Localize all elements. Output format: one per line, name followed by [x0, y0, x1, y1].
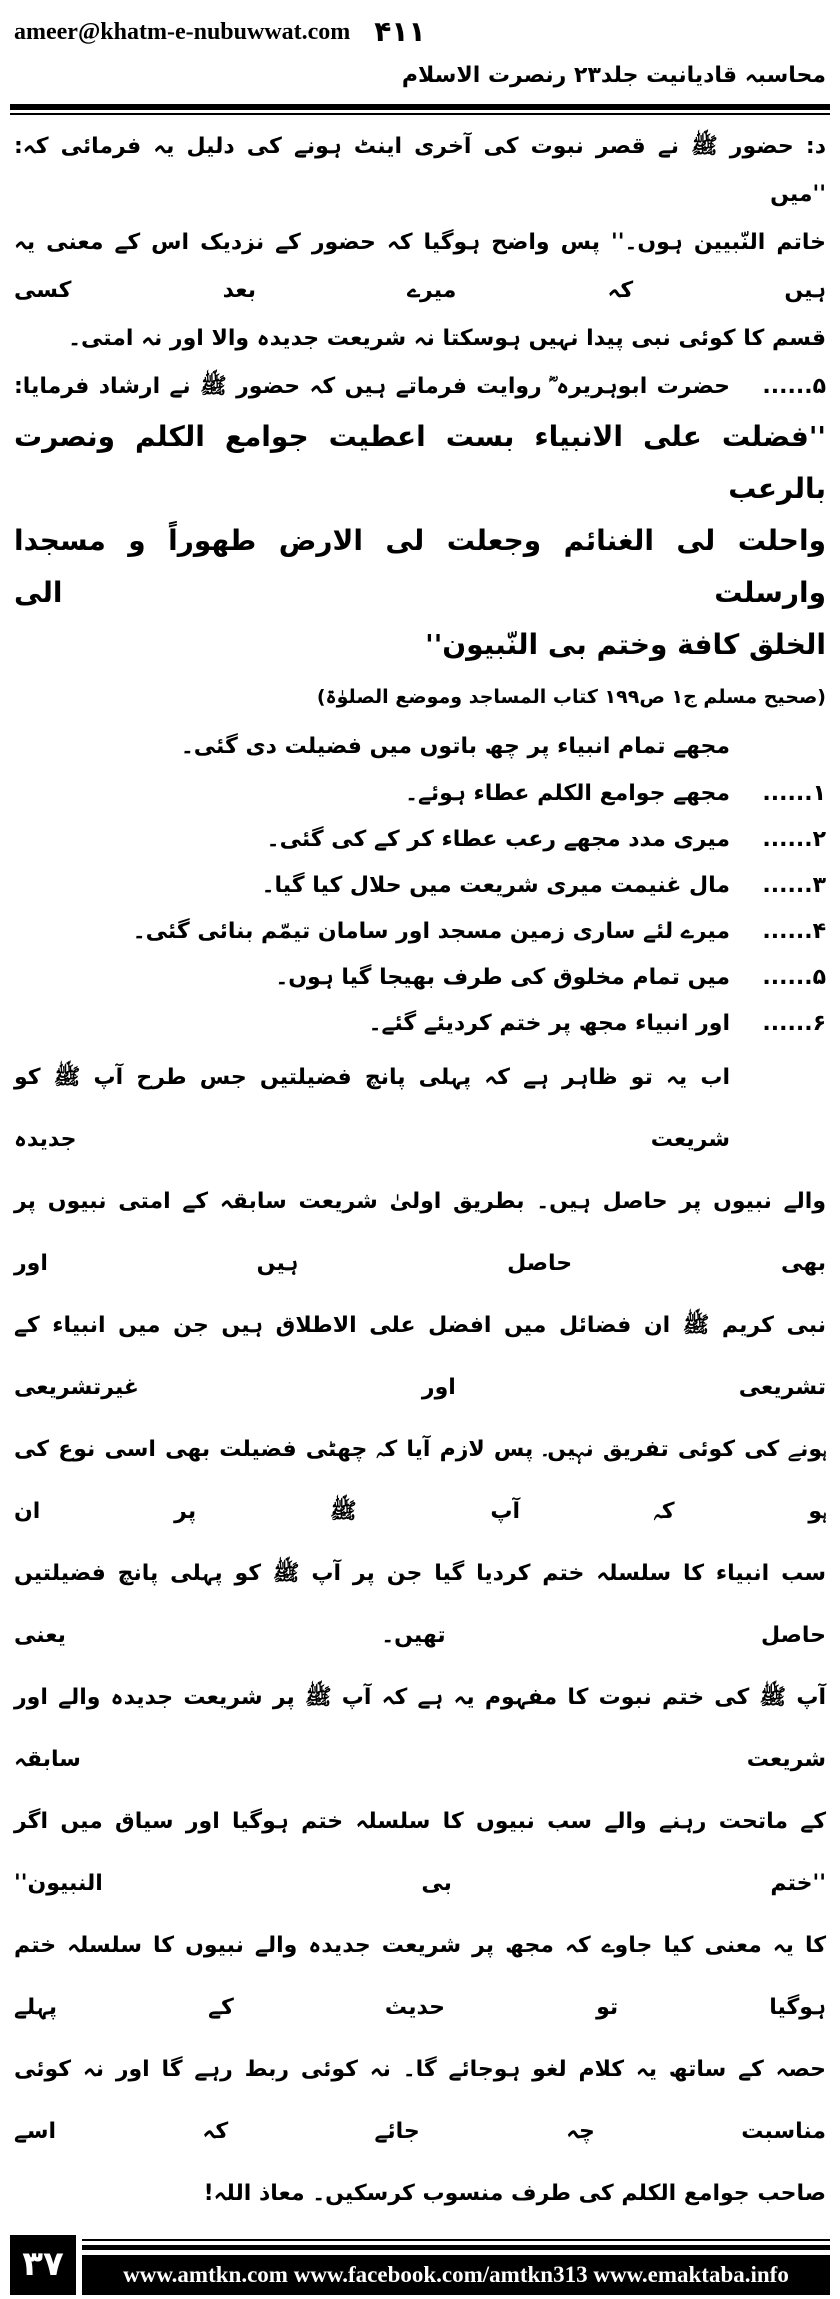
- paragraph-line: والے نبیوں پر حاصل ہیں۔ بطریق اولیٰ شریعت سابقہ کے امتی نبیوں پر بھی حاصل ہیں اور: [14, 1189, 826, 1276]
- intro-line: خاتم النّبیین ہوں۔'' پس واضح ہوگیا کہ حضور کے نزدیک اس کے معنی یہ ہیں کہ میرے بعد کسی: [14, 230, 826, 303]
- list-row: [14, 1001, 826, 1047]
- page-body: [10, 115, 830, 2235]
- list-row: [14, 771, 826, 817]
- list-row: [14, 863, 826, 909]
- virtues-list: [14, 771, 826, 1047]
- footer-rule-thick: [82, 2245, 830, 2250]
- list-item: میں تمام مخلوق کی طرف بھیجا گیا ہوں۔: [275, 965, 730, 990]
- list-item-number: ۴......: [762, 919, 826, 944]
- list-item-number: ۱......: [762, 781, 826, 806]
- list-item: مال غنیمت میری شریعت میں حلال کیا گیا۔: [261, 873, 730, 898]
- header-book-title: محاسبہ قادیانیت جلد۲۳ رنصرت الاسلام: [401, 63, 826, 88]
- list-row: [14, 955, 826, 1001]
- paragraph-line: کے ماتحت رہنے والے سب نبیوں کا سلسلہ ختم ہوگیا اور سیاق میں اگر ''ختم بی النبیون'': [14, 1809, 826, 1896]
- footer-links: www.amtkn.com www.facebook.com/amtkn313 www.emaktaba.info: [82, 2255, 830, 2295]
- list-item: میری مدد مجھے رعب عطاء کر کے کی گئی۔: [266, 827, 730, 852]
- list-row: [14, 817, 826, 863]
- list-item-number: ۳......: [762, 873, 826, 898]
- list-item-number: ۵......: [762, 965, 826, 990]
- header-page-number: ۴۱۱: [374, 15, 426, 48]
- page-footer: [10, 2235, 830, 2295]
- point-text: حضرت ابوہریرہ ؓ روایت فرماتے ہیں کہ حضور ﷺ نے ارشاد فرمایا:: [14, 374, 730, 399]
- header-email: ameer@khatm-e-nubuwwat.com: [14, 19, 351, 45]
- footer-page-number: ۳۷: [10, 2235, 76, 2295]
- paragraph-line: اب یہ تو ظاہر ہے کہ پہلی پانچ فضیلتیں جس طرح آپ ﷺ کو شریعت جدیدہ: [14, 1065, 730, 1152]
- point-number: ۵......: [762, 374, 826, 399]
- hadith-line: واحلت لی الغنائم وجعلت لی الارض طهوراً و مسجدا وارسلت الی: [14, 524, 826, 609]
- header-row: [10, 12, 830, 96]
- paragraph-line: آپ ﷺ کی ختم نبوت کا مفہوم یہ ہے کہ آپ ﷺ پر شریعت جدیدہ والے اور شریعت سابقہ: [14, 1685, 826, 1772]
- list-item: اور انبیاء مجھ پر ختم کردیئے گئے۔: [368, 1011, 730, 1036]
- header-rule-thick: [10, 104, 830, 110]
- paragraph-line: سب انبیاء کا سلسلہ ختم کردیا گیا جن پر آپ ﷺ کو پہلی پانچ فضیلتیں حاصل تھیں۔ یعنی: [14, 1561, 826, 1648]
- hadith-citation-row: [14, 619, 826, 723]
- hadith-line: الخلق کافة وختم بی النّبیون'': [425, 628, 826, 661]
- hadith-citation: (صحیح مسلم ج۱ ص۱۹۹ کتاب المساجد وموضع الصلوٰۃ): [316, 686, 826, 708]
- list-row: [14, 909, 826, 955]
- intro-line: د: حضور ﷺ نے قصر نبوت کی آخری اینٹ ہونے کی دلیل یہ فرمائی کہ: ''میں: [14, 134, 826, 207]
- page-header: [10, 12, 830, 115]
- commentary-paragraph: [14, 1047, 826, 2225]
- hadith-line: ''فضلت علی الانبیاء بست اعطیت جوامع الکلم ونصرت بالرعب: [14, 420, 826, 505]
- point-5: [14, 363, 826, 411]
- list-item: مجھے جوامع الکلم عطاء ہوئے۔: [405, 781, 730, 806]
- intro-line: قسم کا کوئی نبی پیدا نہیں ہوسکتا نہ شریعت جدیدہ والا اور نہ امتی۔: [68, 326, 826, 351]
- list-item: میرے لئے ساری زمین مسجد اور سامان تیمّم بنائی گئی۔: [132, 919, 730, 944]
- paragraph-line: نبی کریم ﷺ ان فضائل میں افضل علی الاطلاق ہیں جن میں انبیاء کے تشریعی اور غیرتشریعی: [14, 1313, 826, 1400]
- paragraph-line: کا یہ معنی کیا جاوے کہ مجھ پر شریعت جدیدہ والے نبیوں کا سلسلہ ختم ہوگیا تو حدیث کے پہلے: [14, 1933, 826, 2020]
- list-item-number: ۶......: [762, 1011, 826, 1036]
- paragraph-line: ہونے کی کوئی تفریق نہیں۔ پس لازم آیا کہ چھٹی فضیلت بھی اسی نوع کی ہو کہ آپ ﷺ پر ان: [14, 1437, 826, 1524]
- paragraph-line: صاحب جوامع الکلم کی طرف منسوب کرسکیں۔ معاذ اللہ!: [203, 2181, 826, 2206]
- translation-intro: مجھے تمام انبیاء پر چھ باتوں میں فضیلت دی گئی۔: [180, 734, 730, 759]
- footer-right: [82, 2235, 830, 2295]
- list-item-number: ۲......: [762, 827, 826, 852]
- paragraph-line: حصہ کے ساتھ یہ کلام لغو ہوجائے گا۔ نہ کوئی ربط رہے گا اور نہ کوئی مناسبت چہ جائے کہ اسے: [14, 2057, 826, 2144]
- footer-rule-thin: [82, 2239, 830, 2241]
